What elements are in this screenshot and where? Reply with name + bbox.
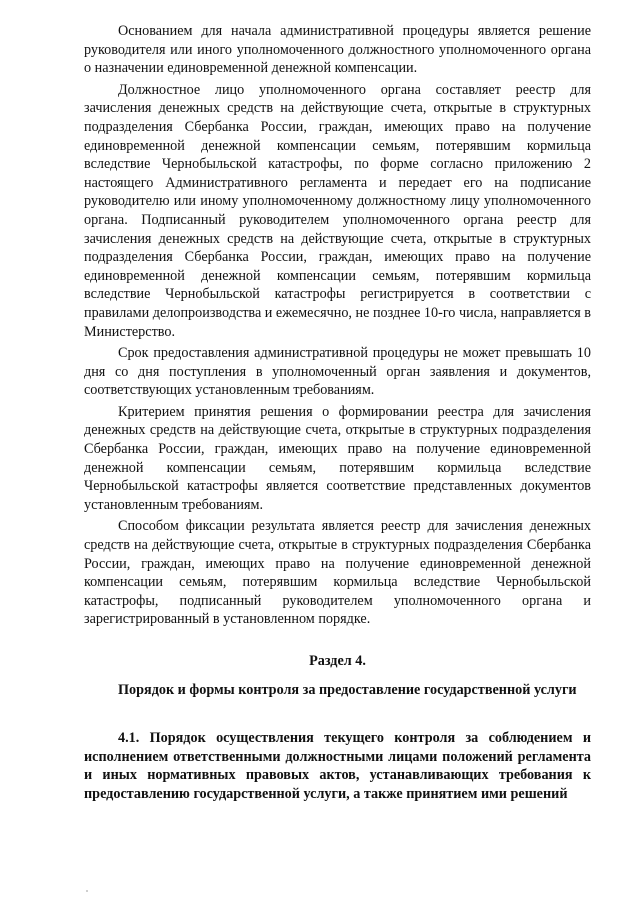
subsection-title: 4.1. Порядок осуществления текущего контроля за соблюдением и исполнением ответственными должностными лицами положений регламента и иных нормативных правовых актов, устанавливающих требования к предоставлению государственной услуги, а также принятием ими решений [84,730,591,802]
paragraph-basis: Основанием для начала административной процедуры является решение руководителя или иного уполномоченного должностного уполномоченного органа о назначении единовременной денежной компенсации. [84,23,591,77]
paragraph-deadline: Срок предоставления административной процедуры не может превышать 10 дня со дня поступления в уполномоченный орган заявления и документов, соответствующих установленным требованиям. [84,345,591,399]
paragraph-criterion: Критерием принятия решения о формировании реестра для зачисления денежных средств на действующие счета, открытые в структурных подразделения Сбербанка России, граждан, имеющих право на получение единовременной денежной компенсации семьям, потерявшим кормильца вследствие Чернобыльской катастрофы является соответствие представленных документов установленным требованиям. [84,403,591,513]
chapter-title: Порядок и формы контроля за предоставление государственной услуги [118,682,577,698]
paragraph-fixation: Способом фиксации результата является реестр для зачисления денежных средств на действующие счета, открытые в структурных подразделения Сбербанка России, граждан, имеющих право на получение единовременной денежной компенсации семьям, потерявшим кормильца вследствие Чернобыльской катастрофы, подписанный руководителем уполномоченного органа и зарегистрированный в установленном порядке. [84,518,591,628]
paragraph-registry: Должностное лицо уполномоченного органа составляет реестр для зачисления денежных средств на действующие счета, открытые в структурных подразделения Сбербанка России, граждан, имеющих право на получение единовременной денежной компенсации семьям, потерявшим кормильца вследствие Чернобыльской катастрофы, по форме согласно приложению 2 настоящего Административного регламента и передает его на подписание руководителю или иному уполномоченному должностному лицу уполномоченного органа. Подписанный руководителем уполномоченного органа реестр для зачисления денежных средств на действующие счета, открытые в структурных подразделения Сбербанка России, граждан, имеющих право на получение единовременной денежной компенсации семьям, потерявшим кормильца вследствие Чернобыльской катастрофы регистрируется в соответствии с правилами делопроизводства и ежемесячно, не позднее 10-го числа, направляется в Министерство. [84,81,591,340]
scan-speck [86,890,88,892]
section-title: Раздел 4. [309,653,366,669]
body-text [84,22,591,632]
